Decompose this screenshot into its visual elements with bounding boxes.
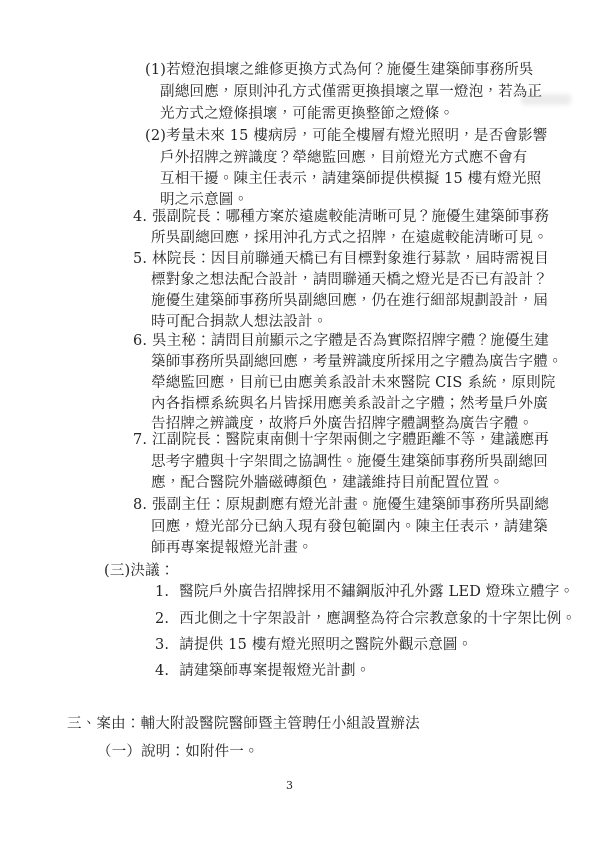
qa-item6-line: 內各指標系統與名片皆採用應美系設計之字體；然考量戶外廣 <box>151 396 548 412</box>
qa-item7-line: 應，配合醫院外牆磁磚顏色，建議維持目前配置位置。 <box>151 475 504 491</box>
qa-sub2-line: (2)考量未來 15 樓病房，可能全樓層有燈光照明，是否會影響 <box>145 128 548 144</box>
resolution-heading: (三)決議： <box>104 563 175 579</box>
qa-item5-line: 標對象之想法配合設計，請問聯通天橋之燈光是否已有設計？ <box>151 272 548 288</box>
qa-sub2-line: 明之示意圖。 <box>160 192 249 208</box>
resolution-item-text: 西北側之十字架設計，應調整為符合宗教意象的十字架比例。 <box>179 611 577 627</box>
qa-item7-line: 思考字體與十字架間之協調性。施優生建築師事務所吳副總回 <box>151 454 548 470</box>
qa-item7-line: 7. 江副院長：醫院東南側十字架兩側之字體距離不等，建議應再 <box>133 432 549 448</box>
qa-item6-line: 6. 吳主秘：請問目前顯示之字體是否為實際招牌字體？施優生建 <box>133 333 549 349</box>
qa-item8-line: 師再專案提報燈光計畫。 <box>151 540 313 556</box>
qa-item5-line: 5. 林院長：因目前聯通天橋已有目標對象進行募款，屆時需視目 <box>133 251 549 267</box>
resolution-item-text: 請提供 15 樓有燈光照明之醫院外觀示意圖。 <box>179 637 473 653</box>
case-subject-line: 三、案由：輔大附設醫院醫師暨主管聘任小組設置辦法 <box>67 716 420 732</box>
resolution-item-text: 醫院戶外廣告招牌採用不鏽鋼版沖孔外露 LED 燈珠立體字。 <box>179 584 575 600</box>
qa-item8-line: 回應，燈光部分已納入現有發包範圍內。陳主任表示，請建築 <box>151 519 548 535</box>
resolution-item-marker: 1. <box>155 584 170 600</box>
resolution-item-marker: 2. <box>155 611 170 627</box>
qa-item5-line: 時可配合捐款人想法設計。 <box>151 314 328 330</box>
qa-sub2-line: 戶外招牌之辨識度？犖總監回應，目前燈光方式應不會有 <box>160 150 528 166</box>
qa-item8-line: 8. 張副主任：原規劃應有燈光計畫。施優生建築師事務所吳副總 <box>133 497 549 513</box>
qa-item6-line: 築師事務所吳副總回應，考量辨識度所採用之字體為廣告字體。 <box>151 354 563 370</box>
resolution-item <box>155 635 472 655</box>
qa-sub2-line: 互相干擾。陳主任表示，請建築師提供模擬 15 樓有燈光照 <box>160 171 542 187</box>
qa-item4-line: 4. 張副院長：哪種方案於遠處較能清晰可見？施優生建築師事務 <box>133 209 549 225</box>
qa-item4-line: 所吳副總回應，採用沖孔方式之招牌，在遠處較能清晰可見。 <box>151 230 548 246</box>
page-number: 3 <box>286 779 293 792</box>
qa-sub1-line: 光方式之燈條損壞，可能需更換整節之燈條。 <box>160 106 454 122</box>
qa-item6-line: 犖總監回應，目前已由應美系設計未來醫院 CIS 系統，原則院 <box>151 375 556 391</box>
resolution-item-text: 請建築師專案提報燈光計劃。 <box>179 663 371 679</box>
resolution-item <box>155 661 370 681</box>
qa-item6-line: 告招牌之辨識度，故將戶外廣告招牌字體調整為廣告字體。 <box>151 416 534 432</box>
resolution-item <box>155 582 574 602</box>
qa-item5-line: 施優生建築師事務所吳副總回應，仍在進行細部規劃設計，屆 <box>151 293 548 309</box>
resolution-item-marker: 3. <box>155 637 170 653</box>
qa-sub1-line: 副總回應，原則沖孔方式僅需更換損壞之單一燈泡，若為正 <box>160 84 543 100</box>
case-explain-line: （一）說明：如附件一。 <box>97 744 259 760</box>
resolution-item <box>155 609 576 629</box>
qa-sub1-line: (1)若燈泡損壞之維修更換方式為何？施優生建築師事務所吳 <box>145 62 534 78</box>
resolution-item-marker: 4. <box>155 663 170 679</box>
